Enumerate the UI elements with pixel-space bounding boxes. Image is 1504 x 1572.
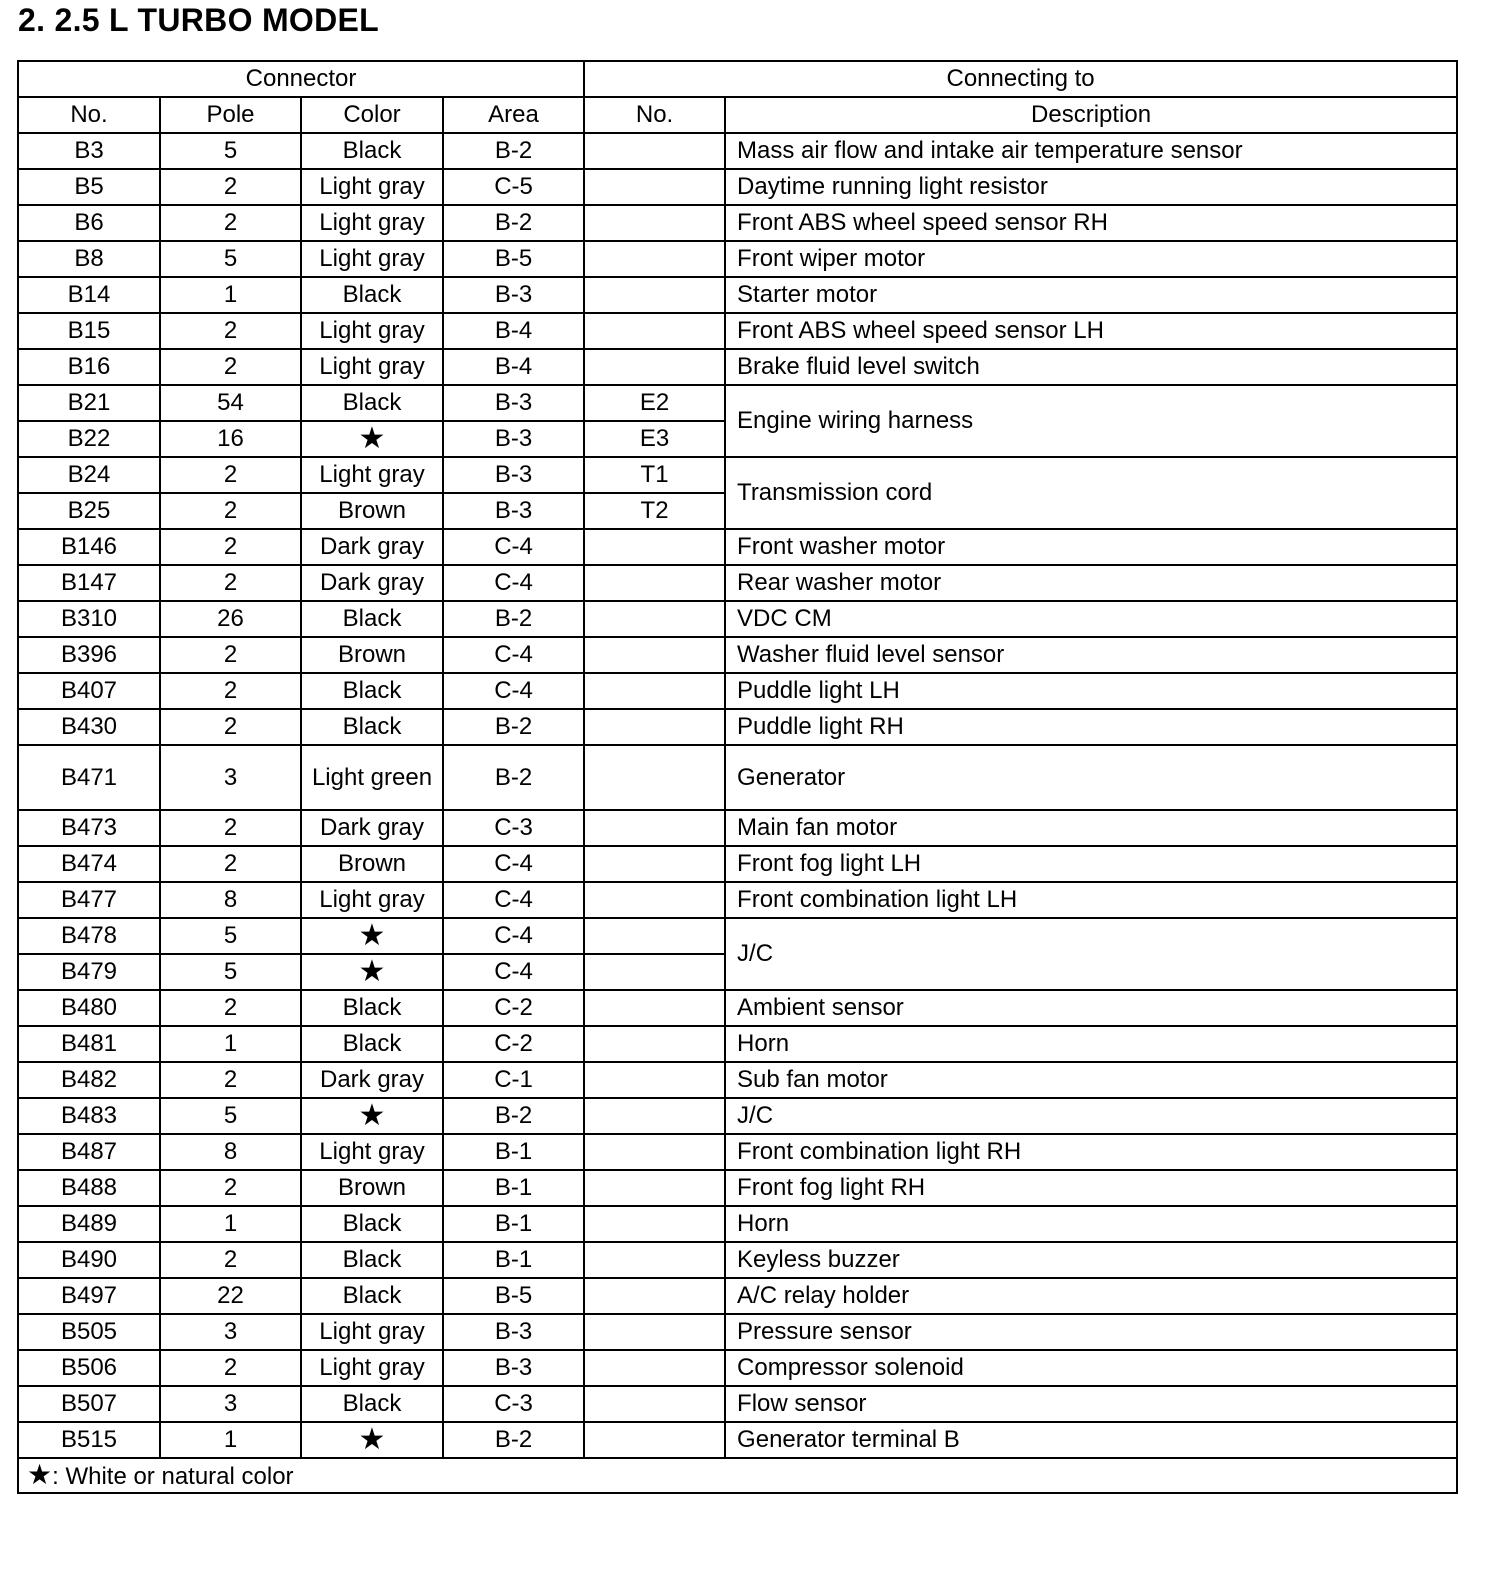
- connector-no-cell: B430: [18, 709, 160, 745]
- area-cell: B-3: [443, 1314, 584, 1350]
- color-cell: Black: [301, 1206, 443, 1242]
- area-cell: B-4: [443, 349, 584, 385]
- area-cell: C-2: [443, 990, 584, 1026]
- connector-no-cell: B8: [18, 241, 160, 277]
- area-cell: B-4: [443, 313, 584, 349]
- table-row: [18, 1026, 1457, 1062]
- pole-cell: 2: [160, 565, 301, 601]
- color-cell: Black: [301, 1242, 443, 1278]
- color-cell: Black: [301, 277, 443, 313]
- connecting-no-cell: [584, 1314, 725, 1350]
- table-row: [18, 241, 1457, 277]
- pole-cell: 2: [160, 493, 301, 529]
- footnote: [18, 1458, 1457, 1493]
- area-cell: C-1: [443, 1062, 584, 1098]
- connector-no-cell: B505: [18, 1314, 160, 1350]
- connector-table: [17, 60, 1458, 1494]
- area-cell: B-2: [443, 205, 584, 241]
- color-cell: Light gray: [301, 882, 443, 918]
- table-row: [18, 918, 1457, 954]
- color-cell: Light gray: [301, 241, 443, 277]
- table-row: [18, 1134, 1457, 1170]
- connecting-no-cell: [584, 277, 725, 313]
- connector-no-cell: B21: [18, 385, 160, 421]
- color-cell: Light gray: [301, 1314, 443, 1350]
- connecting-no-cell: [584, 529, 725, 565]
- description-cell: Generator terminal B: [725, 1422, 1457, 1458]
- pole-cell: 5: [160, 241, 301, 277]
- description-cell: J/C: [725, 918, 1457, 990]
- pole-cell: 2: [160, 169, 301, 205]
- table-row: [18, 349, 1457, 385]
- color-cell: Light gray: [301, 1134, 443, 1170]
- area-cell: C-4: [443, 565, 584, 601]
- connecting-no-cell: [584, 1098, 725, 1134]
- pole-cell: 2: [160, 846, 301, 882]
- description-cell: Horn: [725, 1026, 1457, 1062]
- pole-cell: 1: [160, 1026, 301, 1062]
- table-row: [18, 810, 1457, 846]
- area-cell: C-5: [443, 169, 584, 205]
- table-row: [18, 169, 1457, 205]
- column-header-row: [18, 97, 1457, 133]
- connecting-no-cell: [584, 241, 725, 277]
- color-cell: Light gray: [301, 169, 443, 205]
- pole-cell: 1: [160, 1206, 301, 1242]
- column-header-description: Description: [725, 97, 1457, 133]
- column-header-conn-no: No.: [584, 97, 725, 133]
- group-header-row: [18, 61, 1457, 97]
- description-cell: Mass air flow and intake air temperature sensor: [725, 133, 1457, 169]
- table-row: [18, 1278, 1457, 1314]
- star-icon: ★: [301, 918, 443, 954]
- table-row: [18, 1350, 1457, 1386]
- description-cell: Front wiper motor: [725, 241, 1457, 277]
- table-row: [18, 709, 1457, 745]
- pole-cell: 3: [160, 1314, 301, 1350]
- connecting-no-cell: [584, 709, 725, 745]
- connector-no-cell: B515: [18, 1422, 160, 1458]
- table-row: [18, 1206, 1457, 1242]
- color-cell: Brown: [301, 637, 443, 673]
- area-cell: C-3: [443, 1386, 584, 1422]
- pole-cell: 5: [160, 954, 301, 990]
- table-row: [18, 133, 1457, 169]
- area-cell: B-3: [443, 421, 584, 457]
- color-cell: Brown: [301, 493, 443, 529]
- pole-cell: 2: [160, 1170, 301, 1206]
- color-cell: Black: [301, 133, 443, 169]
- table-row: [18, 205, 1457, 241]
- color-cell: Dark gray: [301, 529, 443, 565]
- pole-cell: 2: [160, 457, 301, 493]
- pole-cell: 2: [160, 1350, 301, 1386]
- star-icon: ★: [301, 421, 443, 457]
- area-cell: C-2: [443, 1026, 584, 1062]
- footnote-text: : White or natural color: [52, 1462, 294, 1490]
- connecting-no-cell: [584, 169, 725, 205]
- connecting-no-cell: [584, 1386, 725, 1422]
- table-row: [18, 846, 1457, 882]
- connector-no-cell: B478: [18, 918, 160, 954]
- pole-cell: 2: [160, 205, 301, 241]
- connecting-no-cell: [584, 1062, 725, 1098]
- description-cell: Brake fluid level switch: [725, 349, 1457, 385]
- connector-no-cell: B3: [18, 133, 160, 169]
- connector-no-cell: B16: [18, 349, 160, 385]
- pole-cell: 5: [160, 918, 301, 954]
- color-cell: Light gray: [301, 205, 443, 241]
- table-row: [18, 385, 1457, 421]
- color-cell: Black: [301, 990, 443, 1026]
- color-cell: Black: [301, 385, 443, 421]
- description-cell: Keyless buzzer: [725, 1242, 1457, 1278]
- connecting-no-cell: [584, 565, 725, 601]
- connector-no-cell: B473: [18, 810, 160, 846]
- pole-cell: 3: [160, 1386, 301, 1422]
- area-cell: B-3: [443, 277, 584, 313]
- connecting-no-cell: [584, 313, 725, 349]
- page-title: 2. 2.5 L TURBO MODEL: [18, 2, 380, 38]
- description-cell: Flow sensor: [725, 1386, 1457, 1422]
- area-cell: B-2: [443, 709, 584, 745]
- connector-no-cell: B489: [18, 1206, 160, 1242]
- connecting-no-cell: [584, 810, 725, 846]
- connector-no-cell: B22: [18, 421, 160, 457]
- column-header-pole: Pole: [160, 97, 301, 133]
- connector-no-cell: B506: [18, 1350, 160, 1386]
- color-cell: Black: [301, 1026, 443, 1062]
- area-cell: B-3: [443, 385, 584, 421]
- area-cell: B-1: [443, 1242, 584, 1278]
- pole-cell: 2: [160, 1062, 301, 1098]
- connector-no-cell: B497: [18, 1278, 160, 1314]
- connecting-no-cell: [584, 1278, 725, 1314]
- color-cell: Light gray: [301, 313, 443, 349]
- connector-no-cell: B407: [18, 673, 160, 709]
- connector-no-cell: B482: [18, 1062, 160, 1098]
- table-row: [18, 673, 1457, 709]
- description-cell: Compressor solenoid: [725, 1350, 1457, 1386]
- pole-cell: 5: [160, 133, 301, 169]
- connector-no-cell: B147: [18, 565, 160, 601]
- table-row: [18, 313, 1457, 349]
- connector-no-cell: B483: [18, 1098, 160, 1134]
- connector-no-cell: B6: [18, 205, 160, 241]
- color-cell: Black: [301, 673, 443, 709]
- area-cell: C-4: [443, 882, 584, 918]
- connecting-no-cell: [584, 205, 725, 241]
- connecting-no-cell: [584, 990, 725, 1026]
- connector-no-cell: B480: [18, 990, 160, 1026]
- pole-cell: 2: [160, 990, 301, 1026]
- area-cell: B-5: [443, 1278, 584, 1314]
- connector-no-cell: B396: [18, 637, 160, 673]
- area-cell: C-4: [443, 918, 584, 954]
- pole-cell: 8: [160, 882, 301, 918]
- color-cell: Black: [301, 709, 443, 745]
- description-cell: Puddle light LH: [725, 673, 1457, 709]
- color-cell: Dark gray: [301, 810, 443, 846]
- color-cell: Dark gray: [301, 565, 443, 601]
- color-cell: Dark gray: [301, 1062, 443, 1098]
- description-cell: Washer fluid level sensor: [725, 637, 1457, 673]
- connector-no-cell: B481: [18, 1026, 160, 1062]
- pole-cell: 54: [160, 385, 301, 421]
- description-cell: Rear washer motor: [725, 565, 1457, 601]
- color-cell: Light green: [301, 745, 443, 810]
- table-row: [18, 1242, 1457, 1278]
- description-cell: Daytime running light resistor: [725, 169, 1457, 205]
- pole-cell: 1: [160, 277, 301, 313]
- area-cell: B-2: [443, 1422, 584, 1458]
- column-header-area: Area: [443, 97, 584, 133]
- color-cell: Brown: [301, 1170, 443, 1206]
- pole-cell: 2: [160, 810, 301, 846]
- area-cell: C-4: [443, 954, 584, 990]
- connector-no-cell: B490: [18, 1242, 160, 1278]
- pole-cell: 2: [160, 1242, 301, 1278]
- connector-no-cell: B310: [18, 601, 160, 637]
- connecting-no-cell: [584, 918, 725, 954]
- pole-cell: 2: [160, 529, 301, 565]
- area-cell: B-3: [443, 1350, 584, 1386]
- connector-no-cell: B487: [18, 1134, 160, 1170]
- area-cell: B-1: [443, 1170, 584, 1206]
- table-row: [18, 745, 1457, 810]
- pole-cell: 26: [160, 601, 301, 637]
- table-row: [18, 565, 1457, 601]
- table-row: [18, 529, 1457, 565]
- connecting-no-cell: E3: [584, 421, 725, 457]
- table-row: [18, 882, 1457, 918]
- description-cell: Front washer motor: [725, 529, 1457, 565]
- column-header-color: Color: [301, 97, 443, 133]
- description-cell: Main fan motor: [725, 810, 1457, 846]
- area-cell: B-2: [443, 133, 584, 169]
- connecting-no-cell: [584, 745, 725, 810]
- pole-cell: 3: [160, 745, 301, 810]
- table-row: [18, 1098, 1457, 1134]
- description-cell: VDC CM: [725, 601, 1457, 637]
- description-cell: Pressure sensor: [725, 1314, 1457, 1350]
- pole-cell: 16: [160, 421, 301, 457]
- connector-no-cell: B14: [18, 277, 160, 313]
- table-row: [18, 601, 1457, 637]
- description-cell: Puddle light RH: [725, 709, 1457, 745]
- description-cell: Front ABS wheel speed sensor RH: [725, 205, 1457, 241]
- description-cell: Front fog light RH: [725, 1170, 1457, 1206]
- star-icon: ★: [301, 1098, 443, 1134]
- connecting-no-cell: T1: [584, 457, 725, 493]
- star-icon: ★: [301, 954, 443, 990]
- area-cell: B-3: [443, 457, 584, 493]
- pole-cell: 5: [160, 1098, 301, 1134]
- connecting-no-cell: [584, 1026, 725, 1062]
- area-cell: B-1: [443, 1206, 584, 1242]
- color-cell: Light gray: [301, 1350, 443, 1386]
- area-cell: C-4: [443, 846, 584, 882]
- connector-no-cell: B24: [18, 457, 160, 493]
- description-cell: Front ABS wheel speed sensor LH: [725, 313, 1457, 349]
- table-row: [18, 1062, 1457, 1098]
- connecting-no-cell: T2: [584, 493, 725, 529]
- description-cell: Transmission cord: [725, 457, 1457, 529]
- area-cell: B-1: [443, 1134, 584, 1170]
- connecting-no-cell: [584, 882, 725, 918]
- color-cell: Light gray: [301, 457, 443, 493]
- table-row: [18, 1386, 1457, 1422]
- connecting-no-cell: [584, 1170, 725, 1206]
- description-cell: Starter motor: [725, 277, 1457, 313]
- pole-cell: 2: [160, 709, 301, 745]
- area-cell: B-2: [443, 601, 584, 637]
- table-row: [18, 457, 1457, 493]
- connecting-no-cell: [584, 954, 725, 990]
- table-row: [18, 637, 1457, 673]
- connecting-no-cell: [584, 1134, 725, 1170]
- description-cell: Ambient sensor: [725, 990, 1457, 1026]
- description-cell: Generator: [725, 745, 1457, 810]
- pole-cell: 2: [160, 349, 301, 385]
- connector-no-cell: B15: [18, 313, 160, 349]
- description-cell: A/C relay holder: [725, 1278, 1457, 1314]
- description-cell: Engine wiring harness: [725, 385, 1457, 457]
- description-cell: Sub fan motor: [725, 1062, 1457, 1098]
- connecting-no-cell: [584, 1422, 725, 1458]
- area-cell: C-3: [443, 810, 584, 846]
- connecting-no-cell: [584, 846, 725, 882]
- color-cell: Brown: [301, 846, 443, 882]
- connecting-no-cell: [584, 673, 725, 709]
- connector-no-cell: B479: [18, 954, 160, 990]
- color-cell: Black: [301, 601, 443, 637]
- connector-no-cell: B507: [18, 1386, 160, 1422]
- table-row: [18, 277, 1457, 313]
- pole-cell: 2: [160, 673, 301, 709]
- connecting-no-cell: [584, 637, 725, 673]
- pole-cell: 1: [160, 1422, 301, 1458]
- connecting-no-cell: [584, 133, 725, 169]
- column-header-no: No.: [18, 97, 160, 133]
- connecting-no-cell: [584, 1206, 725, 1242]
- connecting-no-cell: E2: [584, 385, 725, 421]
- description-cell: Horn: [725, 1206, 1457, 1242]
- connector-no-cell: B474: [18, 846, 160, 882]
- connector-no-cell: B471: [18, 745, 160, 810]
- description-cell: Front combination light LH: [725, 882, 1457, 918]
- color-cell: Black: [301, 1386, 443, 1422]
- area-cell: C-4: [443, 529, 584, 565]
- area-cell: B-2: [443, 1098, 584, 1134]
- pole-cell: 8: [160, 1134, 301, 1170]
- description-cell: Front combination light RH: [725, 1134, 1457, 1170]
- star-icon: ★: [301, 1422, 443, 1458]
- connector-no-cell: B477: [18, 882, 160, 918]
- area-cell: B-5: [443, 241, 584, 277]
- description-cell: Front fog light LH: [725, 846, 1457, 882]
- pole-cell: 2: [160, 637, 301, 673]
- table-row: [18, 1170, 1457, 1206]
- color-cell: Light gray: [301, 349, 443, 385]
- pole-cell: 22: [160, 1278, 301, 1314]
- star-icon: ★: [27, 1458, 53, 1490]
- connector-no-cell: B25: [18, 493, 160, 529]
- connecting-to-group-header: Connecting to: [584, 61, 1457, 97]
- connecting-no-cell: [584, 1350, 725, 1386]
- area-cell: C-4: [443, 673, 584, 709]
- table-row: [18, 990, 1457, 1026]
- connector-no-cell: B146: [18, 529, 160, 565]
- area-cell: C-4: [443, 637, 584, 673]
- pole-cell: 2: [160, 313, 301, 349]
- area-cell: B-2: [443, 745, 584, 810]
- connecting-no-cell: [584, 1242, 725, 1278]
- color-cell: Black: [301, 1278, 443, 1314]
- connector-group-header: Connector: [18, 61, 584, 97]
- table-row: [18, 1314, 1457, 1350]
- connector-no-cell: B5: [18, 169, 160, 205]
- area-cell: B-3: [443, 493, 584, 529]
- connecting-no-cell: [584, 601, 725, 637]
- footnote-row: [18, 1458, 1457, 1493]
- connector-no-cell: B488: [18, 1170, 160, 1206]
- connecting-no-cell: [584, 349, 725, 385]
- description-cell: J/C: [725, 1098, 1457, 1134]
- table-row: [18, 1422, 1457, 1458]
